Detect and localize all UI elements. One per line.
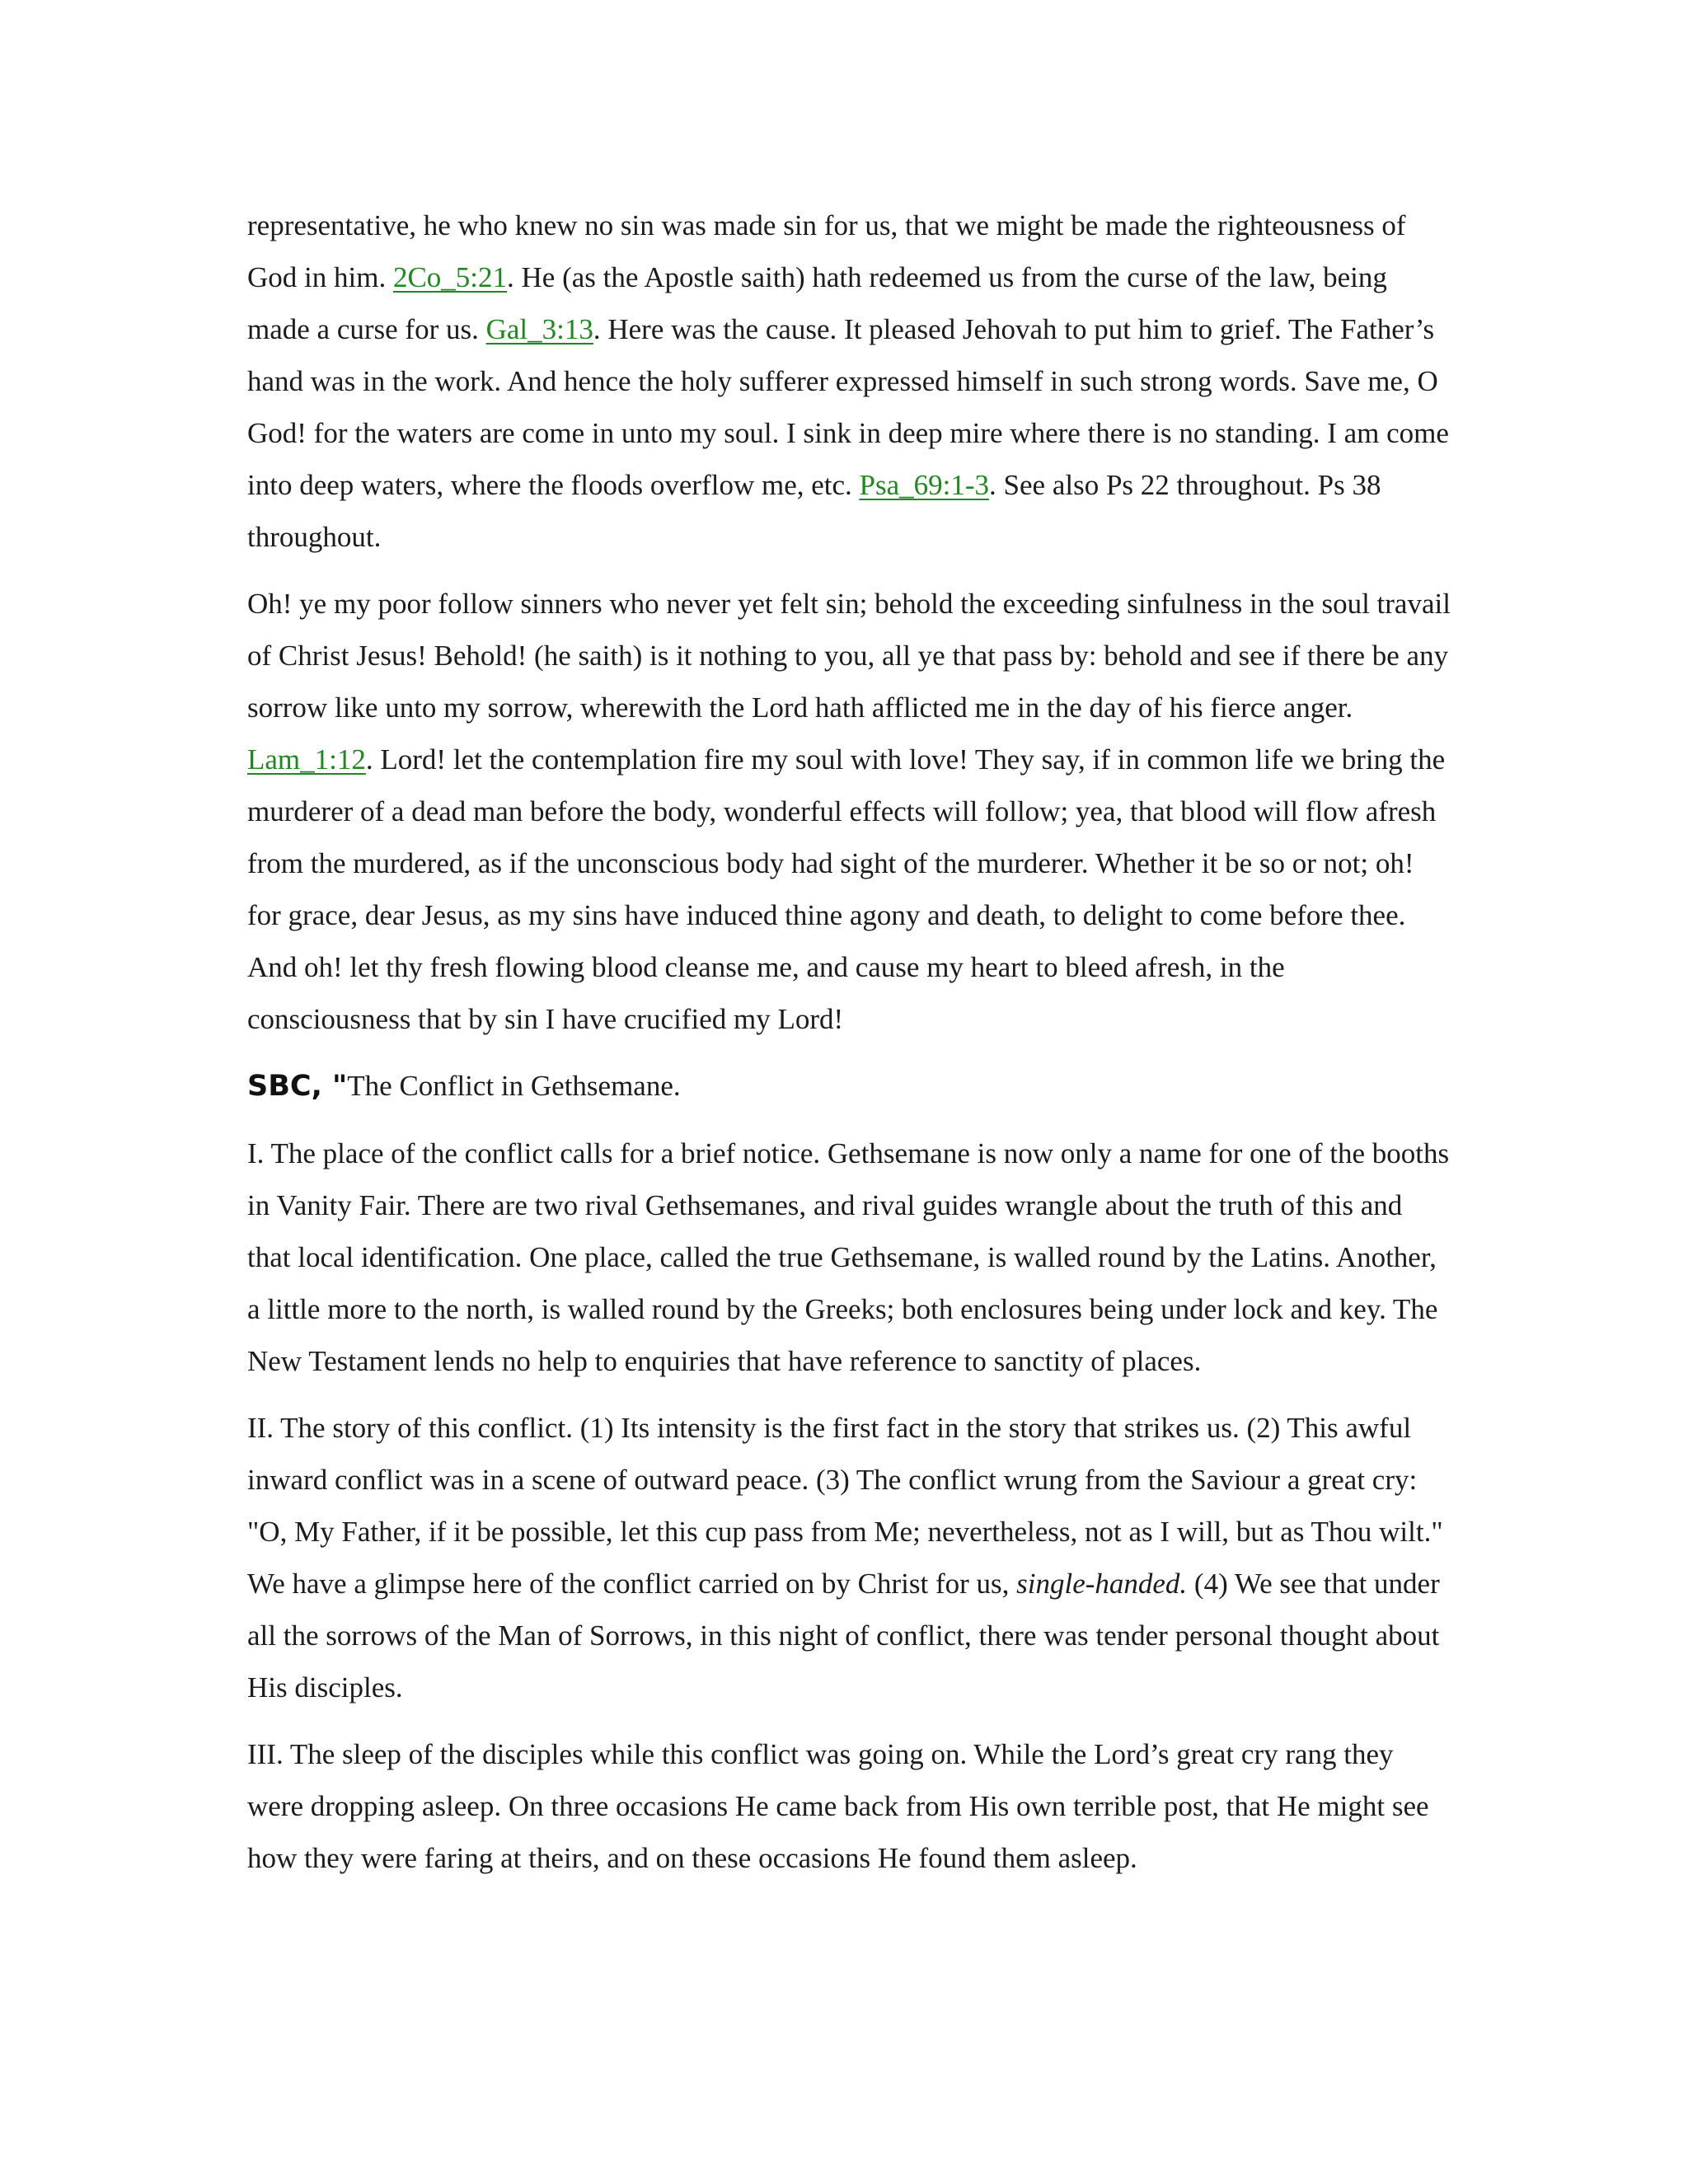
paragraph-soul-travail	[247, 578, 1451, 1045]
emphasis-text: single-handed.	[1016, 1568, 1188, 1600]
paragraph-text: (4) We see that under all the sorrows of the Man of Sorrows, in this night of conflict, there was tender personal thought about His disciples.	[247, 1568, 1440, 1704]
paragraph-text: . Lord! let the contemplation fire my soul with love! They say, if in common life we bring the murderer of a dead man before the body, wonderful effects will follow; yea, that blood will flow afresh from the murdered, as if the unconscious body had sight of the murderer. Whether it be so or not; oh! for grace, dear Jesus, as my sins have induced thine agony and death, to delight to come before thee. And oh! let thy fresh flowing blood cleanse me, and cause my heart to bleed afresh, in the consciousness that by sin I have crucified my Lord!	[247, 743, 1446, 1035]
paragraph-text: representative, he who knew no sin was made sin for us, that we might be made the righteousness of God in him.	[247, 209, 1406, 293]
scripture-link-2co-5-21[interactable]: 2Co_5:21	[392, 261, 508, 293]
section-heading	[247, 1060, 1451, 1113]
scripture-link-psa-69-1-3[interactable]: Psa_69:1-3	[859, 469, 990, 501]
paragraph-text: II. The story of this conflict. (1) Its intensity is the first fact in the story that strikes us. (2) This awful inward conflict was in a scene of outward peace. (3) The conflict wrung from the Saviour a great cry: "O, My Father, if it be possible, let this cup pass from Me; nevertheless, not as I will, but as Thou wilt." We have a glimpse here of the conflict carried on by Christ for us,	[247, 1412, 1443, 1600]
paragraph-sleep-of-disciples: III. The sleep of the disciples while this conflict was going on. While the Lord’s great cry rang they were dropping asleep. On three occasions He came back from His own terrible post, that He might see how they were faring at theirs, and on these occasions He found them asleep.	[247, 1738, 1429, 1874]
scripture-link-lam-1-12[interactable]: Lam_1:12	[247, 743, 366, 776]
scripture-link-gal-3-13[interactable]: Gal_3:13	[485, 313, 593, 345]
paragraph-christ-made-sin	[247, 199, 1451, 563]
document-page	[247, 199, 1451, 1899]
section-title: The Conflict in Gethsemane.	[347, 1070, 681, 1102]
paragraph-text: . He (as the Apostle saith) hath redeemed us from the curse of the law, being made a curse for us.	[247, 261, 1387, 345]
paragraph-place-of-conflict: I. The place of the conflict calls for a brief notice. Gethsemane is now only a name for one of the booths in Vanity Fair. There are two rival Gethsemanes, and rival guides wrangle about the truth of this and that local identification. One place, called the true Gethsemane, is walled round by the Latins. Another, a little more to the north, is walled round by the Greeks; both enclosures being under lock and key. The New Testament lends no help to enquiries that have reference to sanctity of places.	[247, 1137, 1450, 1377]
paragraph-text: Oh! ye my poor follow sinners who never yet felt sin; behold the exceeding sinfulness in the soul travail of Christ Jesus! Behold! (he saith) is it nothing to you, all ye that pass by: behold and see if there be any sorrow like unto my sorrow, wherewith the Lord hath afflicted me in the day of his fierce anger.	[247, 588, 1451, 724]
paragraph-text: . See also Ps 22 throughout. Ps 38 throughout.	[247, 469, 1381, 553]
paragraph-text: . Here was the cause. It pleased Jehovah to put him to grief. The Father’s hand was in the work. And hence the holy sufferer expressed himself in such strong words. Save me, O God! for the waters are come in unto my soul. I sink in deep mire where there is no standing. I am come into deep waters, where the floods overflow me, etc.	[247, 313, 1449, 501]
paragraph-story-of-conflict	[247, 1402, 1451, 1713]
source-label-sbc: SBC, "	[247, 1070, 348, 1103]
